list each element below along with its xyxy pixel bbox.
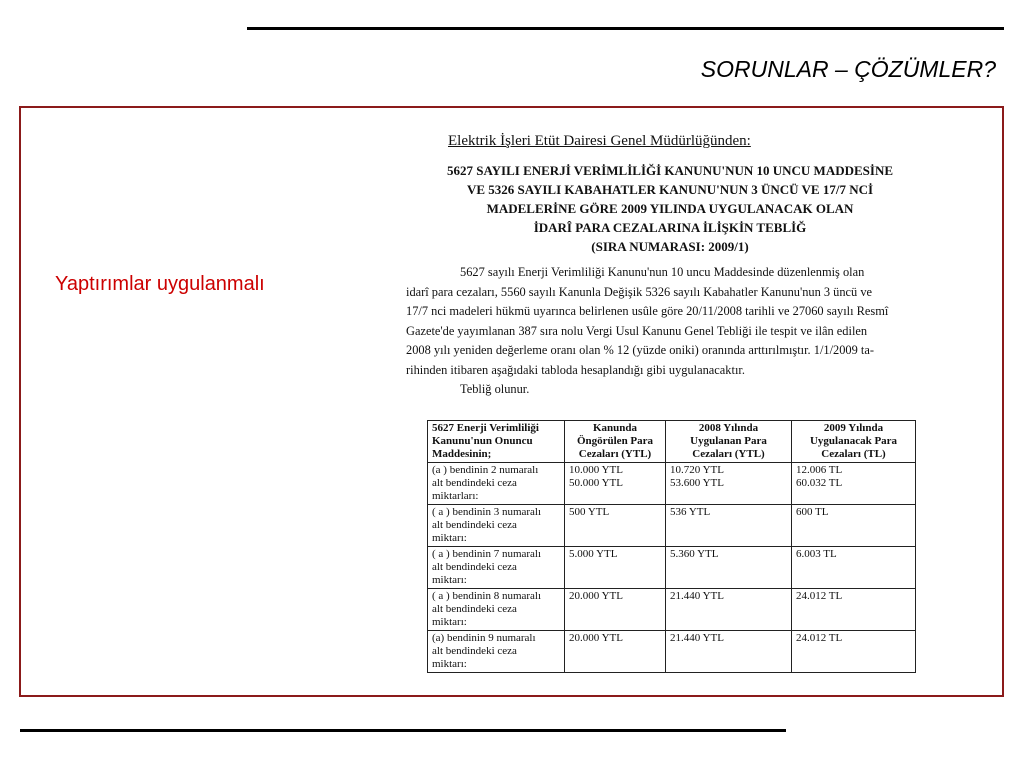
body-line: Gazete'de yayımlanan 387 sıra nolu Vergi Usul Kanunu Genel Tebliği ile tespit ve ilân edilen (406, 323, 868, 338)
document-title-line: (SIRA NUMARASI: 2009/1) (591, 239, 749, 254)
table-row (428, 631, 916, 673)
table-cell: 12.006 TL 60.032 TL (792, 463, 916, 505)
document-header: Elektrik İşleri Etüt Dairesi Genel Müdürlüğünden: (448, 133, 751, 149)
table-header-row (428, 421, 916, 463)
document-title-line: MADELERİNE GÖRE 2009 YILINDA UYGULANACAK OLAN (486, 201, 854, 216)
table-row (428, 589, 916, 631)
column-header: 5627 Enerji Verimliliği Kanunu'nun Onuncu Maddesinin; (428, 421, 565, 463)
column-header: Kanunda Öngörülen Para Cezaları (YTL) (565, 421, 666, 463)
table-cell: 600 TL (792, 505, 916, 547)
document-title-line: İDARÎ PARA CEZALARINA İLİŞKİN TEBLİĞ (533, 220, 807, 235)
slide-title: SORUNLAR – ÇÖZÜMLER? (700, 56, 996, 82)
document-title (400, 161, 940, 256)
table-cell: 20.000 YTL (565, 589, 666, 631)
table-cell: 5.360 YTL (666, 547, 792, 589)
table-cell: 536 YTL (666, 505, 792, 547)
document-body (406, 263, 938, 400)
table-cell: 5.000 YTL (565, 547, 666, 589)
body-line: 5627 sayılı Enerji Verimliliği Kanunu'nun 10 uncu Maddesinde düzenlenmiş olan (460, 265, 865, 279)
table-row (428, 505, 916, 547)
column-header: 2008 Yılında Uygulanan Para Cezaları (YTL) (666, 421, 792, 463)
left-caption: Yaptırımlar uygulanmalı (55, 273, 265, 295)
table-cell: 21.440 YTL (666, 631, 792, 673)
table-cell: 500 YTL (565, 505, 666, 547)
table-cell: 24.012 TL (792, 589, 916, 631)
table-cell: 20.000 YTL (565, 631, 666, 673)
body-closing: Tebliğ olunur. (460, 382, 530, 396)
table-cell: 6.003 TL (792, 547, 916, 589)
fines-table (427, 420, 916, 673)
table-cell: ( a ) bendinin 8 numaralı alt bendindeki ceza miktarı: (428, 589, 565, 631)
table-cell: 10.000 YTL 50.000 YTL (565, 463, 666, 505)
document-title-line: 5627 SAYILI ENERJİ VERİMLİLİĞİ KANUNU'NUN 10 UNCU MADDESİNE (446, 163, 894, 178)
document-title-line: VE 5326 SAYILI KABAHATLER KANUNU'NUN 3 ÜNCÜ VE 17/7 NCİ (466, 182, 874, 197)
table-row (428, 463, 916, 505)
top-rule (247, 27, 1004, 30)
column-header: 2009 Yılında Uygulanacak Para Cezaları (TL) (792, 421, 916, 463)
table-cell: (a ) bendinin 2 numaralı alt bendindeki ceza miktarları: (428, 463, 565, 505)
table-cell: 24.012 TL (792, 631, 916, 673)
body-line: idarî para cezaları, 5560 sayılı Kanunla Değişik 5326 sayılı Kabahatler Kanunu'nun 3 üncü ve (406, 284, 873, 299)
body-line: 17/7 nci madeleri hükmü uyarınca belirlenen usûle göre 20/11/2008 tarihli ve 27060 sayılı Resmî (406, 304, 889, 318)
table-cell: (a) bendinin 9 numaralı alt bendindeki ceza miktarı: (428, 631, 565, 673)
bottom-rule (20, 729, 786, 732)
table-cell: 21.440 YTL (666, 589, 792, 631)
table-cell: ( a ) bendinin 3 numaralı alt bendindeki ceza miktarı: (428, 505, 565, 547)
body-line: rihinden itibaren aşağıdaki tabloda hesaplandığı gibi uygulanacaktır. (406, 362, 745, 377)
body-line: 2008 yılı yeniden değerleme oranı olan % 12 (yüzde oniki) oranında arttırılmıştır. 1/1/2009 ta- (406, 343, 874, 357)
table-cell: ( a ) bendinin 7 numaralı alt bendindeki ceza miktarı: (428, 547, 565, 589)
table-cell: 10.720 YTL 53.600 YTL (666, 463, 792, 505)
table-row (428, 547, 916, 589)
